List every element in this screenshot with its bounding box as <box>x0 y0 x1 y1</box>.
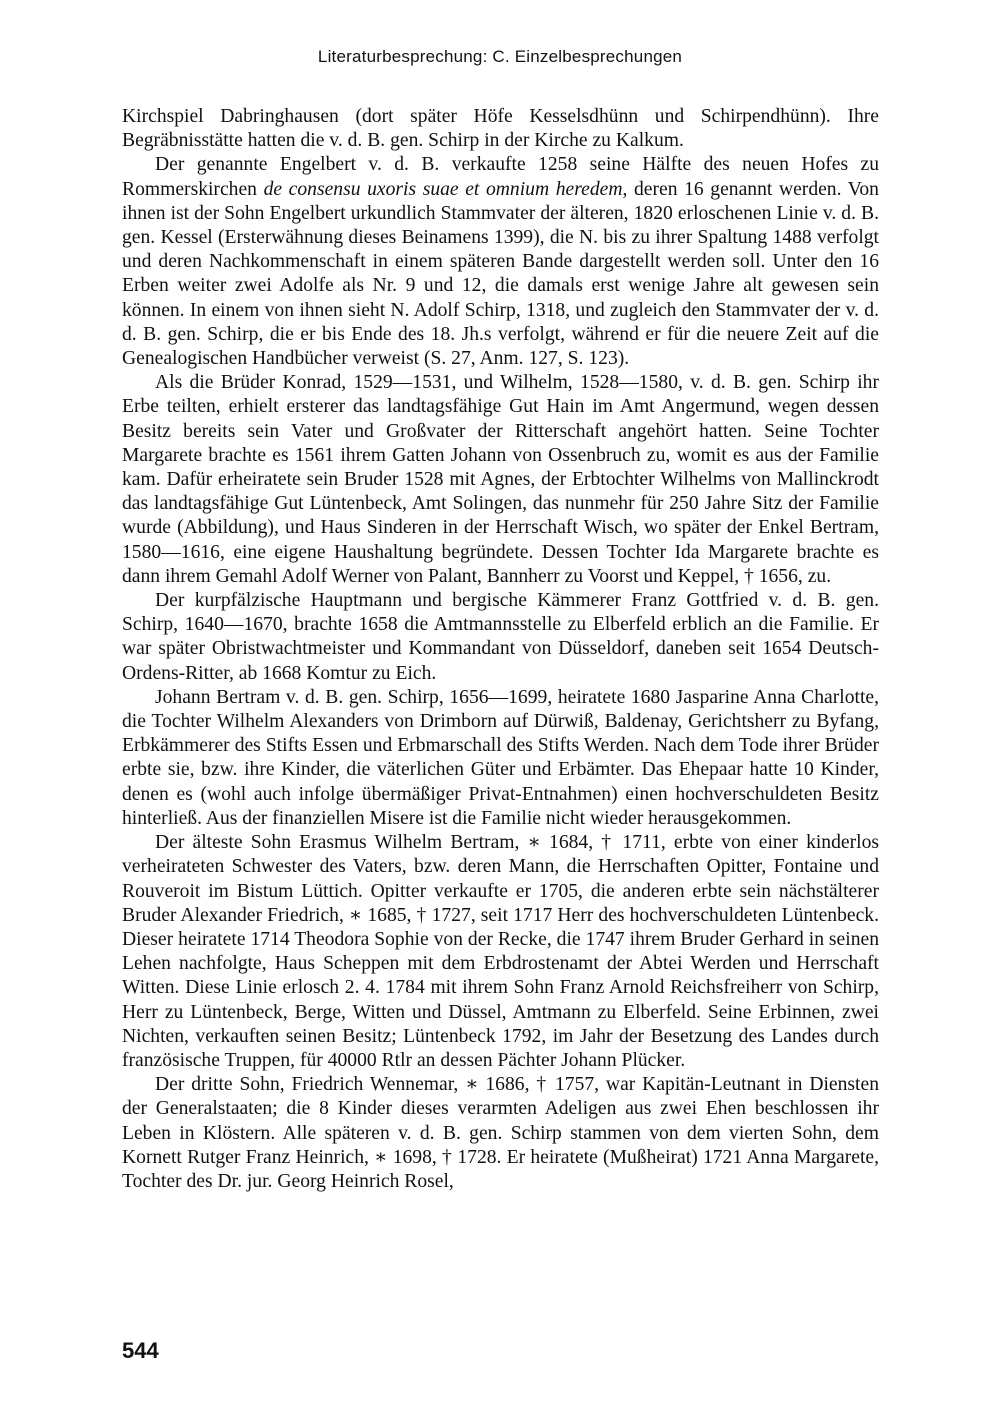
paragraph-7: Der dritte Sohn, Friedrich Wennemar, ∗ 1686, † 1757, war Kapitän-Leutnant in Diensten der Generalstaaten; die 8 Kinder dieses verarmten Adeligen aus zwei Ehen beschlossen ihr Leben in Klöstern. Alle späteren v. d. B. gen. Schirp stammen von dem vierten Sohn, dem Kornett Rutger Franz Heinrich, ∗ 1698, † 1728. Er heiratete (Mußheirat) 1721 Anna Margarete, Tochter des Dr. jur. Georg Heinrich Rosel, <box>122 1074 879 1192</box>
latin-quote: de consensu uxoris suae et omnium heredem <box>263 178 623 200</box>
running-header: Literaturbesprechung: C. Einzelbesprechungen <box>317 47 683 66</box>
paragraph-2 <box>122 153 879 371</box>
paragraph-6: Der älteste Sohn Erasmus Wilhelm Bertram, ∗ 1684, † 1711, erbte von einer kinderlos verheirateten Schwester des Vaters, bzw. deren Mann, die Herrschaften Opitter, Fontaine und Rouveroit im Bistum Lüttich. Opitter verkaufte er 1705, die anderen erbte sein nächstälterer Bruder Alexander Friedrich, ∗ 1685, † 1727, seit 1717 Herr des hochverschuldeten Lüntenbeck. Dieser heiratete 1714 Theodora Sophie von der Recke, die 1747 ihrem Bruder Gerhard in seinen Lehen nachfolgte, Haus Scheppen mit dem Erbdrostenamt der Abtei Werden und Herrschaft Witten. Diese Linie erlosch 2. 4. 1784 mit ihrem Sohn Franz Arnold Reichsfreiherr von Schirp, Herr zu Lüntenbeck, Berge, Witten und Düssel, Amtmann zu Elberfeld. Seine Erbinnen, zwei Nichten, verkauften seinen Besitz; Lüntenbeck 1792, im Jahr der Besetzung des Landes durch französische Truppen, für 40000 Rtlr an dessen Pächter Johann Plücker. <box>122 832 879 1071</box>
paragraph-2-text-before: Der genannte Engelbert v. d. B. verkaufte 1258 seine Hälfte des neuen Hofes zu Rommerskirchen <box>122 154 879 200</box>
paragraph-1: Kirchspiel Dabringhausen (dort später Höfe Kesselsdhünn und Schirpendhünn). Ihre Begräbnisstätte hatten die v. d. B. gen. Schirp in der Kirche zu Kalkum. <box>122 106 879 152</box>
page-number: 544 <box>122 1338 159 1363</box>
paragraph-2-text-after: , deren 16 genannt werden. Von ihnen ist der Sohn Engelbert urkundlich Stammvater der älteren, 1820 erloschenen Linie v. d. B. gen. Kessel (Ersterwähnung dieses Beinamens 1399), die N. bis zu ihrer Spaltung 1488 verfolgt und deren Nachkommenschaft in einem späteren Bande dargestellt werden soll. Unter den 16 Erben weiter zwei Adolfe als Nr. 9 und 12, die damals erst wenige Jahre alt gewesen sein können. In einem von ihnen sieht N. Adolf Schirp, 1318, und zugleich den Stammvater der v. d. d. B. gen. Schirp, die er bis Ende des 18. Jh.s verfolgt, während er für die neuere Zeit auf die Genealogischen Handbücher verweist (S. 27, Anm. 127, S. 123). <box>122 178 879 370</box>
paragraph-5: Johann Bertram v. d. B. gen. Schirp, 1656—1699, heiratete 1680 Jasparine Anna Charlotte, die Tochter Wilhelm Alexanders von Drimborn auf Dürwiß, Baldenay, Gerichtsherr zu Byfang, Erbkämmerer des Stifts Essen und Erbmarschall des Stifts Werden. Nach dem Tode ihrer Brüder erbte sie, bzw. ihre Kinder, die väterlichen Güter und Erbämter. Das Ehepaar hatte 10 Kinder, denen es (wohl auch infolge übermäßiger Privat-Entnahmen) einen hochverschuldeten Besitz hinterließ. Aus der finanziellen Misere ist die Familie nicht wieder herausgekommen. <box>122 686 879 829</box>
body-text <box>122 105 879 1194</box>
paragraph-3: Als die Brüder Konrad, 1529—1531, und Wilhelm, 1528—1580, v. d. B. gen. Schirp ihr Erbe teilten, erhielt ersterer das landtagsfähige Gut Hain im Amt Angermund, wegen dessen Besitz bereits sein Vater und Großvater der Ritterschaft angehört hatten. Seine Tochter Margarete brachte es 1561 ihrem Gatten Johann von Ossenbruch zu, womit es aus der Familie kam. Dafür erheiratete sein Bruder 1528 mit Agnes, der Erbtochter Wilhelms von Mallinckrodt das landtagsfähige Gut Lüntenbeck, Amt Solingen, das nunmehr für 250 Jahre Sitz der Familie wurde (Abbildung), und Haus Sinderen in der Herrschaft Wisch, wo später der Enkel Bertram, 1580—1616, eine eigene Haushaltung begründete. Dessen Tochter Ida Margarete brachte es dann ihrem Gemahl Adolf Werner von Palant, Bannherr zu Voorst und Keppel, † 1656, zu. <box>122 372 879 587</box>
paragraph-4: Der kurpfälzische Hauptmann und bergische Kämmerer Franz Gottfried v. d. B. gen. Schirp, 1640—1670, brachte 1658 die Amtmannsstelle zu Elberfeld erblich an die Familie. Er war später Obristwachtmeister und Kommandant von Düsseldorf, daneben seit 1654 Deutsch-Ordens-Ritter, ab 1668 Komtur zu Eich. <box>122 590 879 684</box>
